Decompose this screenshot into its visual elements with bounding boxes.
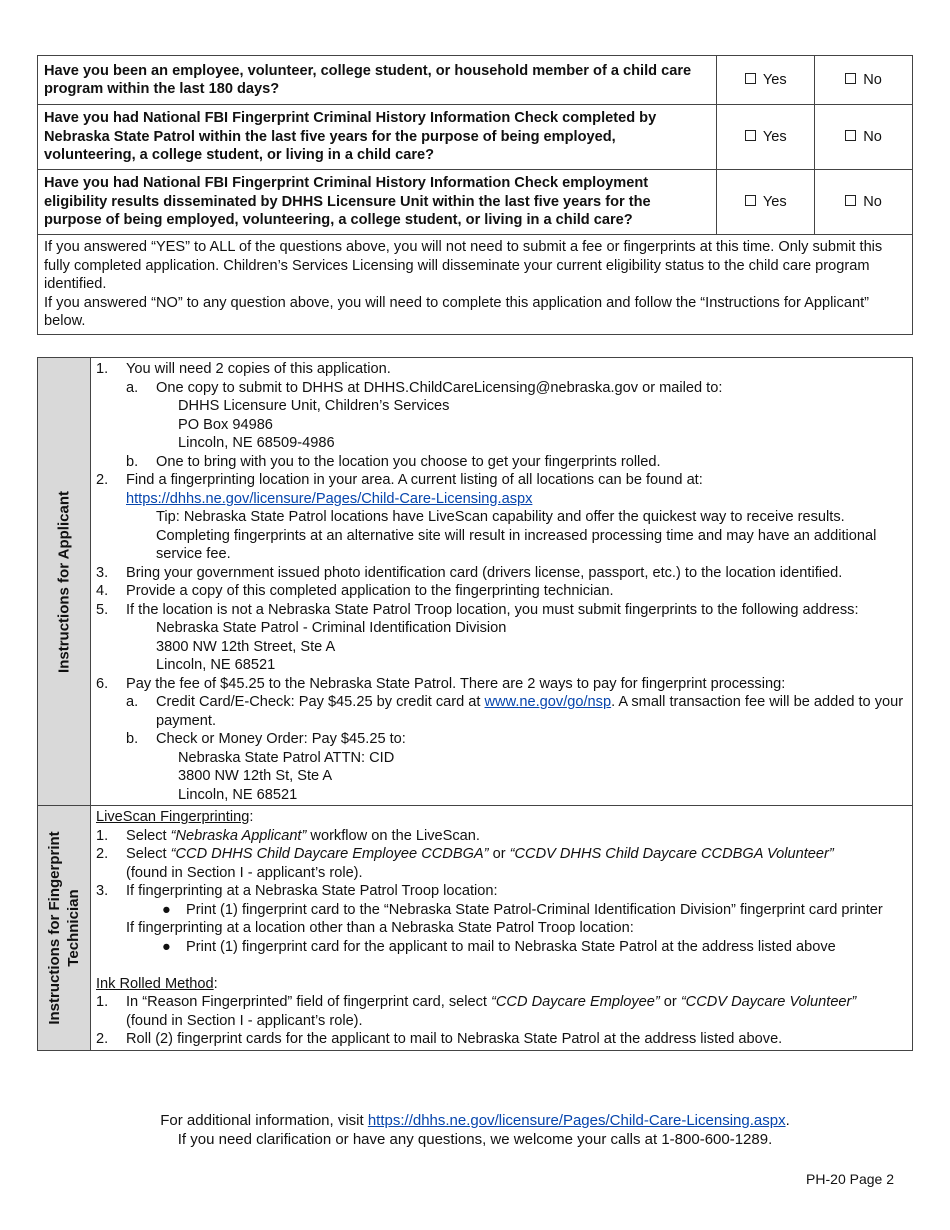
question-row [38,170,913,235]
footer-line-1: For additional information, visit https://dhhs.ne.gov/licensure/Pages/Child-Care-Licensing.aspx. [160,1112,790,1129]
livescan-heading: LiveScan Fingerprinting: [96,809,254,825]
applicant-section [38,358,913,806]
address-line: Lincoln, NE 68521 [178,786,298,803]
question-row [38,56,913,105]
page-number: PH-20 Page 2 [806,1171,894,1187]
no-option[interactable]: No [815,105,913,170]
footer-line-2: If you need clarification or have any questions, we welcome your calls at 1-800-600-1289. [177,1131,773,1148]
no-option[interactable]: No [815,170,913,235]
checkbox-icon[interactable] [845,195,856,206]
step-2: 2. Find a fingerprinting location in your area. A current listing of all locations can be found at: [96,472,703,488]
tip-text: Tip: Nebraska State Patrol locations have LiveScan capability and offer the quickest way to receive results. Completing fingerprints at an alternative site will result in increased processing time and may have an additional service fee. [156,509,877,562]
technician-instructions [91,806,913,1051]
step-6b: b. Check or Money Order: Pay $45.25 to: [126,731,406,747]
yes-option[interactable]: Yes [717,170,815,235]
applicant-label: Instructions for Applicant [55,490,73,673]
licensing-link[interactable]: https://dhhs.ne.gov/licensure/Pages/Child-Care-Licensing.aspx [126,490,533,507]
question-text: Have you been an employee, volunteer, college student, or household member of a child care program within the last 180 days? [38,56,717,105]
step-1a: a. One copy to submit to DHHS at DHHS.ChildCareLicensing@nebraska.gov or mailed to: [126,379,723,396]
address-line: Nebraska State Patrol ATTN: CID [178,749,395,766]
note-yes: If you answered “YES” to ALL of the questions above, you will not need to submit a fee or fingerprints at this time. Only submit this fully completed application. Children’s Services Licensing will disseminate your current eligibility status to the child care program identified. [44,239,883,292]
nsp-payment-link[interactable]: www.ne.gov/go/nsp [484,694,612,710]
ink-step-2: 2. Roll (2) fingerprint cards for the applicant to mail to Nebraska State Patrol at the address listed above. [96,1031,783,1047]
footer [0,1111,950,1149]
ink-step-1: 1. In “Reason Fingerprinted” field of fingerprint card, select “CCD Daycare Employee” or “CCDV Daycare Volunteer” [96,994,857,1010]
step-6a: a. Credit Card/E-Check: Pay $45.25 by credit card at www.ne.gov/go/nsp. A small transaction fee will be added to your payment. [126,694,904,729]
livescan-step-2-cont: (found in Section I - applicant’s role). [126,864,363,881]
answer-note-row [38,235,913,335]
bullet-item: ● Print (1) fingerprint card to the “Nebraska State Patrol-Criminal Identification Division” fingerprint card printer [162,901,883,918]
address-line: PO Box 94986 [178,416,273,433]
checkbox-icon[interactable] [745,73,756,84]
step-1: 1. You will need 2 copies of this application. [96,361,391,377]
address-line: Lincoln, NE 68509-4986 [178,435,335,451]
applicant-instructions [91,358,913,806]
question-text: Have you had National FBI Fingerprint Criminal History Information Check completed by Nebraska State Patrol within the last five years for the purpose of being employed, volunteering, a college student, or living in a child care? [38,105,717,170]
applicant-side-label [38,358,91,806]
step-3: 3. Bring your government issued photo identification card (drivers license, passport, etc.) to the location identified. [96,564,843,581]
livescan-step-1: 1. Select “Nebraska Applicant” workflow on the LiveScan. [96,827,480,844]
yes-option[interactable]: Yes [717,105,815,170]
address-line: DHHS Licensure Unit, Children’s Services [178,398,450,414]
note-no: If you answered “NO” to any question above, you will need to complete this application and follow the “Instructions for Applicant” below. [44,294,869,329]
question-text: Have you had National FBI Fingerprint Criminal History Information Check employment eligibility results disseminated by DHHS Licensure Unit within the last five years for the purpose of being employed, volunteering, a college student, or living in a child care? [38,170,717,235]
livescan-step-3: 3. If fingerprinting at a Nebraska State Patrol Troop location: [96,883,498,899]
instructions-table [37,357,913,1051]
ink-step-1-cont: (found in Section I - applicant’s role). [126,1012,363,1029]
checkbox-icon[interactable] [845,73,856,84]
ink-heading: Ink Rolled Method: [96,975,218,992]
step-1b: b. One to bring with you to the location you choose to get your fingerprints rolled. [126,453,661,470]
bullet-item: ● Print (1) fingerprint card for the applicant to mail to Nebraska State Patrol at the address listed above [162,938,836,955]
step-5: 5. If the location is not a Nebraska State Patrol Troop location, you must submit fingerprints to the following address: [96,601,859,618]
address-line: Lincoln, NE 68521 [156,657,276,673]
bullet-icon: ● [162,938,171,955]
technician-section [38,806,913,1051]
checkbox-icon[interactable] [745,130,756,141]
question-row [38,105,913,170]
technician-label: Instructions for Fingerprint Technician [46,831,82,1025]
address-line: Nebraska State Patrol - Criminal Identification Division [156,620,507,636]
address-line: 3800 NW 12th Street, Ste A [156,638,336,655]
footer-link[interactable]: https://dhhs.ne.gov/licensure/Pages/Child-Care-Licensing.aspx [367,1112,786,1129]
address-line: 3800 NW 12th St, Ste A [178,768,333,784]
yes-option[interactable]: Yes [717,56,815,105]
answer-note [38,235,913,335]
no-option[interactable]: No [815,56,913,105]
checkbox-icon[interactable] [745,195,756,206]
other-location-text: If fingerprinting at a location other than a Nebraska State Patrol Troop location: [126,920,634,936]
bullet-icon: ● [162,901,171,918]
eligibility-questions-table [37,55,913,335]
step-4: 4. Provide a copy of this completed application to the fingerprinting technician. [96,583,614,599]
livescan-step-2: 2. Select “CCD DHHS Child Daycare Employee CCDBGA” or “CCDV DHHS Child Daycare CCDBGA Volunteer” [96,846,834,862]
step-6: 6. Pay the fee of $45.25 to the Nebraska State Patrol. There are 2 ways to pay for fingerprint processing: [96,675,786,692]
technician-side-label [38,806,91,1051]
checkbox-icon[interactable] [845,130,856,141]
